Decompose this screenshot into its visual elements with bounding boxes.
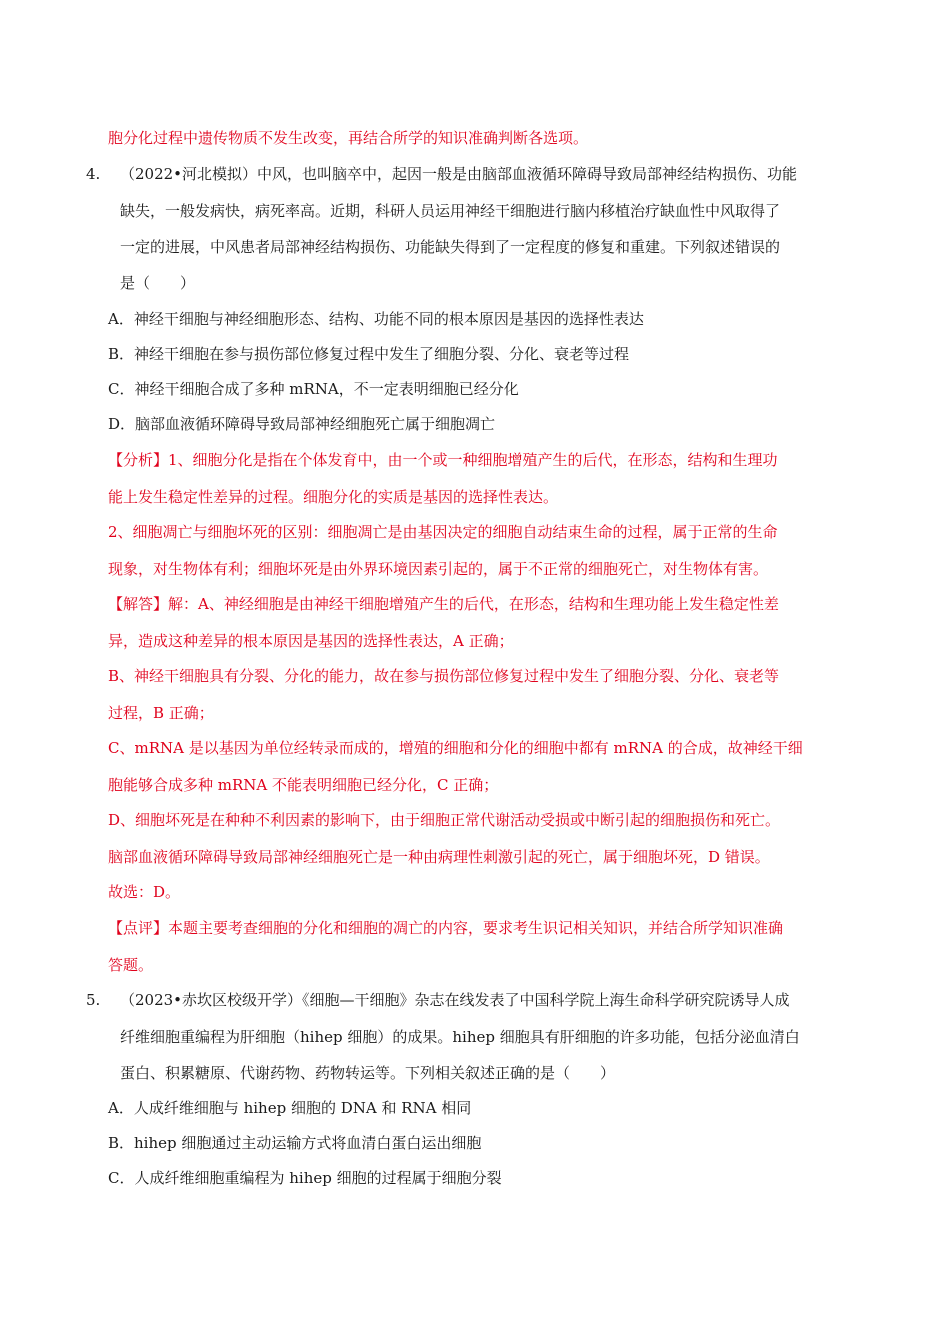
solution-line-7: D、细胞坏死是在种种不利因素的影响下，由于细胞正常代谢活动受损或中断引起的细胞损伤和死亡。 (108, 811, 781, 829)
solution-line-1: 【解答】解：A、神经细胞是由神经干细胞增殖产生的后代，在形态，结构和生理功能上发生稳定性差 (108, 595, 779, 613)
solution-line-3: B、神经干细胞具有分裂、分化的能力，故在参与损伤部位修复过程中发生了细胞分裂、分化、衰老等 (108, 667, 780, 685)
analysis-line-2: 能上发生稳定性差异的过程。细胞分化的实质是基因的选择性表达。 (108, 488, 559, 506)
question-4-option-b: B．神经干细胞在参与损伤部位修复过程中发生了细胞分裂、分化、衰老等过程 (108, 345, 630, 363)
question-5-option-c: C．人成纤维细胞重编程为 hihep 细胞的过程属于细胞分裂 (108, 1169, 502, 1187)
solution-line-6: 胞能够合成多种 mRNA 不能表明细胞已经分化，C 正确； (108, 776, 499, 794)
solution-answer: 故选：D。 (108, 883, 181, 901)
question-4-option-a: A．神经干细胞与神经细胞形态、结构、功能不同的根本原因是基因的选择性表达 (108, 310, 644, 328)
analysis-line-1: 【分析】1、细胞分化是指在个体发育中，由一个或一种细胞增殖产生的后代，在形态，结构和生理功 (108, 451, 778, 469)
solution-line-4: 过程，B 正确； (108, 704, 214, 722)
question-4-stem-line-2: 缺失，一般发病快，病死率高。近期，科研人员运用神经干细胞进行脑内移植治疗缺血性中风取得了 (120, 202, 781, 220)
prev-analysis-tail: 胞分化过程中遗传物质不发生改变，再结合所学的知识准确判断各选项。 (108, 129, 589, 147)
question-4-option-d: D．脑部血液循环障碍导致局部神经细胞死亡属于细胞凋亡 (108, 415, 496, 433)
comment-line-2: 答题。 (108, 956, 154, 974)
question-5-option-b: B．hihep 细胞通过主动运输方式将血清白蛋白运出细胞 (108, 1134, 482, 1152)
question-5-stem-line-1: （2023•赤坎区校级开学）《细胞—干细胞》杂志在线发表了中国科学院上海生命科学研究院诱导人成 (120, 991, 790, 1009)
question-4-option-c: C．神经干细胞合成了多种 mRNA，不一定表明细胞已经分化 (108, 380, 519, 398)
comment-line-1: 【点评】本题主要考查细胞的分化和细胞的凋亡的内容，要求考生识记相关知识，并结合所学知识准确 (108, 919, 784, 937)
analysis-line-3: 2、细胞凋亡与细胞坏死的区别：细胞凋亡是由基因决定的细胞自动结束生命的过程，属于正常的生命 (108, 523, 778, 541)
question-5-option-a: A．人成纤维细胞与 hihep 细胞的 DNA 和 RNA 相同 (108, 1099, 472, 1117)
solution-line-2: 异，造成这种差异的根本原因是基因的选择性表达，A 正确； (108, 632, 514, 650)
question-4-number: 4. (86, 165, 101, 183)
question-5-number: 5. (86, 991, 101, 1009)
question-5-stem-line-2: 纤维细胞重编程为肝细胞（hihep 细胞）的成果。hihep 细胞具有肝细胞的许多功能，包括分泌血清白 (120, 1028, 800, 1046)
question-4-stem-line-1: （2022•河北模拟）中风，也叫脑卒中，起因一般是由脑部血液循环障碍导致局部神经结构损伤、功能 (120, 165, 798, 183)
question-4-stem-line-3: 一定的进展，中风患者局部神经结构损伤、功能缺失得到了一定程度的修复和重建。下列叙述错误的 (120, 238, 781, 256)
question-5-stem-line-3: 蛋白、积累糖原、代谢药物、药物转运等。下列相关叙述正确的是（ ） (120, 1064, 616, 1082)
analysis-line-4: 现象，对生物体有利；细胞坏死是由外界环境因素引起的，属于不正常的细胞死亡，对生物体有害。 (108, 560, 769, 578)
question-4-stem-line-4: 是（ ） (120, 274, 196, 292)
solution-line-8: 脑部血液循环障碍导致局部神经细胞死亡是一种由病理性刺激引起的死亡，属于细胞坏死，D 错误。 (108, 848, 770, 866)
solution-line-5: C、mRNA 是以基因为单位经转录而成的，增殖的细胞和分化的细胞中都有 mRNA 的合成，故神经干细 (108, 739, 803, 757)
